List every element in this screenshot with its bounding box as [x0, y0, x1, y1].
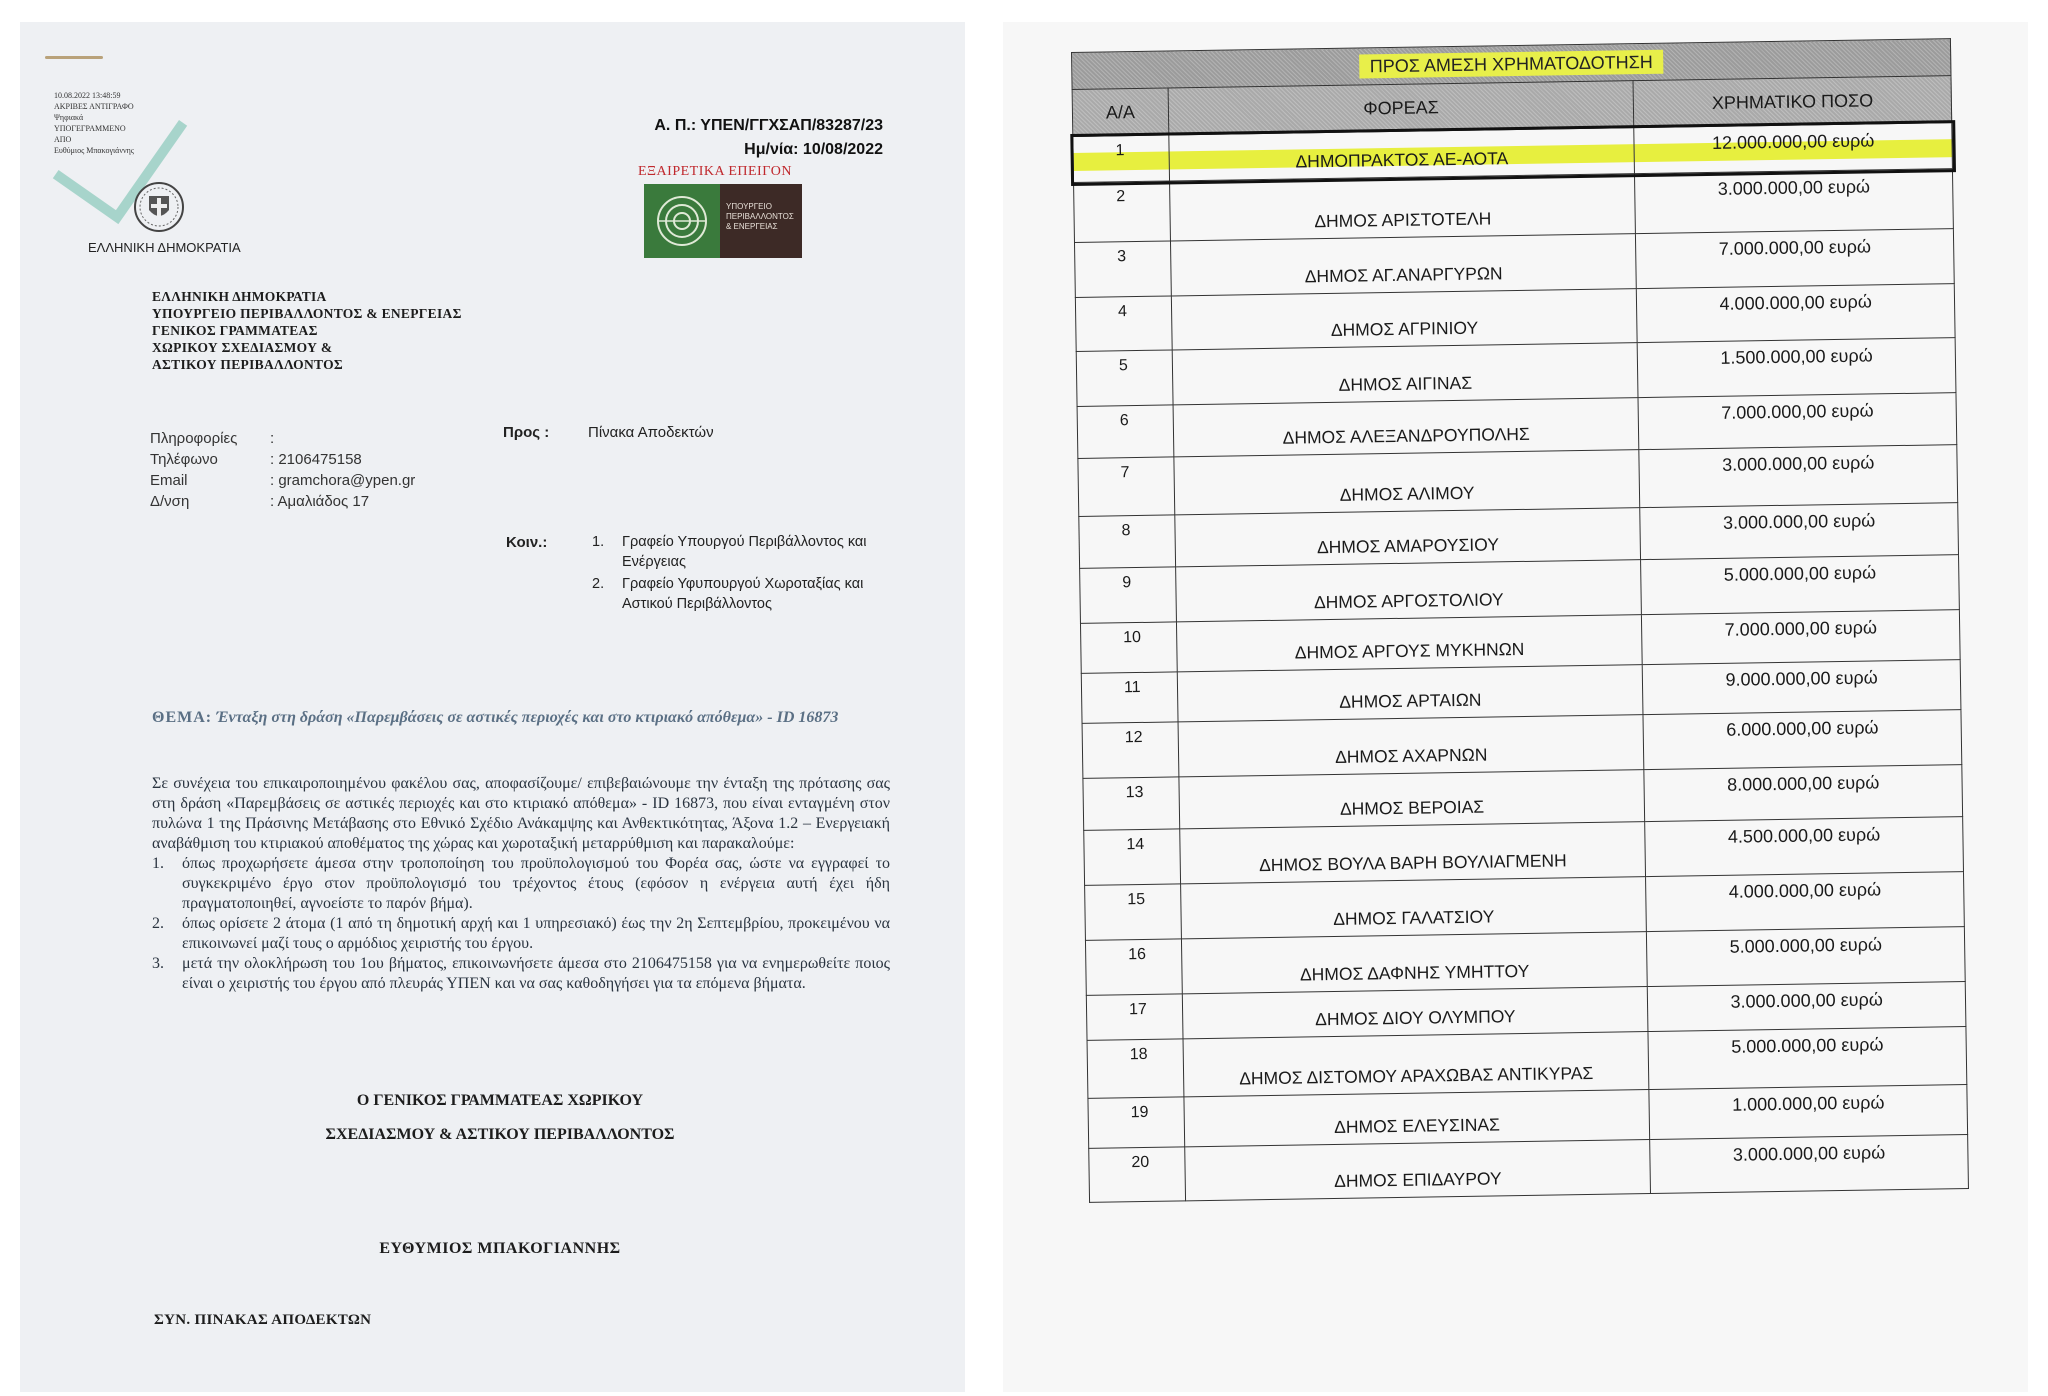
- organization-name: ΔΗΜΟΣ ΑΧΑΡΝΩΝ: [1178, 715, 1644, 777]
- staple: [45, 56, 103, 59]
- row-number: 9: [1080, 567, 1177, 623]
- row-number: 11: [1081, 672, 1178, 724]
- amount: 5.000.000,00 ευρώ: [1647, 927, 1965, 987]
- organization-name: ΔΗΜΟΠΡΑΚΤΟΣ ΑΕ-ΑΟΤΑ: [1169, 128, 1635, 181]
- to-value: Πίνακα Αποδεκτών: [588, 424, 714, 441]
- amount: 5.000.000,00 ευρώ: [1641, 555, 1959, 615]
- organization-name: ΔΗΜΟΣ ΔΙΟΥ ΟΛΥΜΠΟΥ: [1182, 987, 1648, 1039]
- organization-name: ΔΗΜΟΣ ΑΛΙΜΟΥ: [1174, 450, 1640, 515]
- list-item: 3. μετά την ολοκλήρωση του 1ου βήματος, επικοινωνήσετε άμεσα στο 2106475158 για να ενημερωθείτε ποιος είναι ο χειριστής του έργου από πλευράς ΥΠΕΝ και να σας καθοδηγήσει για τα επόμενα βήματα.: [152, 955, 890, 992]
- column-header-poso: ΧΡΗΜΑΤΙΚΟ ΠΟΣΟ: [1633, 76, 1951, 128]
- amount: 3.000.000,00 ευρώ: [1650, 1135, 1968, 1194]
- list-item: 2. Γραφείο Υφυπουργού Χωροταξίας και Αστικού Περιβάλλοντος: [592, 576, 864, 612]
- amount: 3.000.000,00 ευρώ: [1648, 982, 1966, 1032]
- row-number: 14: [1084, 829, 1181, 885]
- document-date: Ημ/νία: 10/08/2022: [744, 141, 883, 158]
- funding-table: [1071, 38, 1969, 1203]
- subject-line: ΘΕΜΑ: Ένταξη στη δράση «Παρεμβάσεις σε αστικές περιοχές και στο κτιριακό απόθεμα» - ID 16873: [152, 709, 839, 726]
- greek-emblem-icon: [132, 180, 186, 234]
- organization-name: ΔΗΜΟΣ ΑΙΓΙΝΑΣ: [1172, 343, 1638, 405]
- row-number: 1: [1073, 135, 1170, 183]
- protocol-number: Α. Π.: ΥΠΕΝ/ΓΓΧΣΑΠ/83287/23: [654, 117, 883, 134]
- address-value: : Αμαλιάδος 17: [270, 493, 370, 510]
- amount: 12.000.000,00 ευρώ: [1634, 123, 1952, 174]
- urgent-label: ΕΞΑΙΡΕΤΙΚΑ ΕΠΕΙΓΟΝ: [638, 164, 793, 179]
- row-number: 6: [1077, 405, 1174, 459]
- enclosure-note: ΣΥΝ. ΠΙΝΑΚΑΣ ΑΠΟΔΕΚΤΩΝ: [154, 1312, 372, 1328]
- row-number: 13: [1083, 777, 1180, 831]
- organization-name: ΔΗΜΟΣ ΑΓΡΙΝΙΟΥ: [1171, 289, 1637, 350]
- organization-name: ΔΗΜΟΣ ΑΓ.ΑΝΑΡΓΥΡΩΝ: [1170, 234, 1636, 296]
- cc-label: Κοιν.:: [506, 534, 548, 551]
- organization-name: ΔΗΜΟΣ ΔΑΦΝΗΣ ΥΜΗΤΤΟΥ: [1181, 932, 1647, 994]
- organization-name: ΔΗΜΟΣ ΕΛΕΥΣΙΝΑΣ: [1184, 1090, 1650, 1147]
- emblem-caption: ΕΛΛΗΝΙΚΗ ΔΗΜΟΚΡΑΤΙΑ: [88, 240, 241, 255]
- to-label: Προς :: [503, 424, 550, 441]
- letter-page: [20, 22, 965, 1392]
- row-number: 15: [1085, 884, 1182, 940]
- organization-name: ΔΗΜΟΣ ΒΟΥΛΑ ΒΑΡΗ ΒΟΥΛΙΑΓΜΕΝΗ: [1180, 822, 1646, 884]
- signatory-name: ΕΥΘΥΜΙΟΣ ΜΠΑΚΟΓΙΑΝΝΗΣ: [379, 1240, 621, 1257]
- spiral-icon: [644, 184, 720, 258]
- cc-list: [592, 532, 882, 616]
- organization-name: ΔΗΜΟΣ ΓΑΛΑΤΣΙΟΥ: [1181, 877, 1647, 939]
- sender-block: ΕΛΛΗΝΙΚΗ ΔΗΜΟΚΡΑΤΙΑ ΥΠΟΥΡΓΕΙΟ ΠΕΡΙΒΑΛΛΟΝΤΟΣ & ΕΝΕΡΓΕΙΑΣ ΓΕΝΙΚΟΣ ΓΡΑΜΜΑΤΕΑΣ ΧΩΡΙΚΟΥ ΣΧΕΔΙΑΣΜΟΥ & ΑΣΤΙΚΟΥ ΠΕΡΙΒΑΛΛΟΝΤΟΣ: [152, 289, 462, 372]
- amount: 4.500.000,00 ευρώ: [1645, 817, 1963, 877]
- organization-name: ΔΗΜΟΣ ΑΛΕΞΑΝΔΡΟΥΠΟΛΗΣ: [1173, 398, 1639, 457]
- amount: 8.000.000,00 ευρώ: [1644, 765, 1962, 822]
- funding-table-page: [1003, 22, 2028, 1392]
- row-number: 20: [1089, 1147, 1186, 1203]
- organization-name: ΔΗΜΟΣ ΔΙΣΤΟΜΟΥ ΑΡΑΧΩΒΑΣ ΑΝΤΙΚΥΡΑΣ: [1183, 1032, 1649, 1097]
- organization-name: ΔΗΜΟΣ ΑΡΓΟΥΣ ΜΥΚΗΝΩΝ: [1176, 615, 1642, 672]
- organization-name: ΔΗΜΟΣ ΑΡΓΟΣΤΟΛΙΟΥ: [1176, 560, 1642, 622]
- amount: 1.500.000,00 ευρώ: [1638, 338, 1956, 398]
- amount: 4.000.000,00 ευρώ: [1637, 284, 1955, 343]
- list-item: 2. όπως ορίσετε 2 άτομα (1 από τη δημοτική αρχή και 1 υπηρεσιακό) έως την 2η Σεπτεμβρίου, προκειμένου να επικοινωνεί μαζί τους ο αρμόδιος χειριστής του έργου.: [152, 915, 890, 952]
- row-number: 7: [1078, 457, 1175, 516]
- amount: 6.000.000,00 ευρώ: [1643, 710, 1961, 770]
- amount: 3.000.000,00 ευρώ: [1639, 445, 1957, 508]
- row-number: 12: [1082, 722, 1179, 778]
- reference-box: [654, 114, 883, 162]
- list-item: 1. Γραφείο Υπουργού Περιβάλλοντος και Ενέργειας: [592, 534, 867, 570]
- letter-body: Σε συνέχεια του επικαιροποιημένου φακέλου σας, αποφασίζουμε/ επιβεβαιώνουμε την ένταξη της πρότασης σας στη δράση «Παρεμβάσεις σε αστικές περιοχές και στο κτιριακό απόθεμα» - ID 16873, που είναι ενταγμένη στον πυλώνα 1 της Πράσινης Μετάβασης στο Εθνικό Σχέδιο Ανάκαμψης και Ανθεκτικότητας, Άξονα 1.2 – Ενεργειακή αναβάθμιση του κτιριακού αποθέματος της χώρας και χωροταξική μεταρρύθμιση και παρακαλούμε: 1. όπως προχωρήσετε άμεσα στην τροποποίηση του προϋπολογισμού του Φορέα σας, ώστε να εγγραφεί το συγκεκριμένο έργο στον προϋπολογισμό του τρέχοντος έτους (εφόσον η ενέργεια αυτή έχει ήδη πραγματοποιηθεί, αγνοείστε το παρόν βήμα). 2. όπως ορίσετε 2 άτομα (1 από τη δημοτική αρχή και 1 υπηρεσιακό) έως την 2η Σεπτεμβρίου, προκειμένου να επικοινωνεί μαζί τους ο αρμόδιος χειριστής του έργου. 3. μετά την ολοκλήρωση του 1ου βήματος, επικοινωνήσετε άμεσα στο 2106475158 για να ενημερωθείτε ποιος είναι ο χειριστής του έργου από πλευράς ΥΠΕΝ και να σας καθοδηγήσει για τα επόμενα βήματα.: [152, 775, 890, 992]
- organization-name: ΔΗΜΟΣ ΑΡΙΣΤΟΤΕΛΗ: [1169, 174, 1635, 241]
- logo-text: ΥΠΟΥΡΓΕΙΟ ΠΕΡΙΒΑΛΛΟΝΤΟΣ & ΕΝΕΡΓΕΙΑΣ: [720, 184, 802, 258]
- digital-signature-stamp: 10.08.2022 13:48:59 ΑΚΡΙΒΕΣ ΑΝΤΙΓΡΑΦΟ Ψηφιακά ΥΠΟΓΕΓΡΑΜΜΕΝΟ ΑΠΟ Ευθύμιος Μπακογιάννης: [54, 91, 134, 155]
- amount: 9.000.000,00 ευρώ: [1643, 660, 1961, 715]
- email-value: : gramchora@ypen.gr: [270, 472, 416, 489]
- ministry-logo: [644, 184, 802, 258]
- row-number: 18: [1087, 1039, 1184, 1098]
- organization-name: ΔΗΜΟΣ ΑΡΤΑΙΩΝ: [1177, 665, 1643, 722]
- table-body: [1073, 123, 1969, 1203]
- amount: 4.000.000,00 ευρώ: [1646, 872, 1964, 932]
- signature-title: Ο ΓΕΝΙΚΟΣ ΓΡΑΜΜΑΤΕΑΣ ΧΩΡΙΚΟΥ ΣΧΕΔΙΑΣΜΟΥ & ΑΣΤΙΚΟΥ ΠΕΡΙΒΑΛΛΟΝΤΟΣ: [325, 1092, 675, 1143]
- funding-table-wrapper: [1071, 38, 1971, 1352]
- amount: 7.000.000,00 ευρώ: [1638, 393, 1956, 450]
- contact-info: Πληροφορίες : Τηλέφωνο : 2106475158 Email : gramchora@ypen.gr Δ/νση : Αμαλιάδος 17: [150, 430, 416, 510]
- row-number: 16: [1085, 939, 1182, 995]
- column-header-aa: Α/Α: [1072, 88, 1169, 137]
- phone-value: : 2106475158: [270, 451, 362, 468]
- column-header-foreas: ΦΟΡΕΑΣ: [1168, 81, 1634, 135]
- organization-name: ΔΗΜΟΣ ΒΕΡΟΙΑΣ: [1179, 770, 1645, 829]
- organization-name: ΔΗΜΟΣ ΕΠΙΔΑΥΡΟΥ: [1185, 1140, 1651, 1201]
- row-number: 19: [1088, 1097, 1185, 1149]
- row-number: 3: [1074, 241, 1171, 297]
- amount: 3.000.000,00 ευρώ: [1635, 169, 1954, 234]
- amount: 7.000.000,00 ευρώ: [1642, 610, 1960, 665]
- row-number: 4: [1075, 296, 1172, 352]
- amount: 5.000.000,00 ευρώ: [1648, 1027, 1966, 1090]
- row-number: 8: [1079, 515, 1176, 569]
- table-title: ΠΡΟΣ ΑΜΕΣΗ ΧΡΗΜΑΤΟΔΟΤΗΣΗ: [1360, 49, 1663, 78]
- row-number: 10: [1080, 622, 1177, 674]
- amount: 1.000.000,00 ευρώ: [1649, 1085, 1967, 1140]
- row-number: 2: [1074, 181, 1171, 242]
- organization-name: ΔΗΜΟΣ ΑΜΑΡΟΥΣΙΟΥ: [1175, 508, 1641, 567]
- amount: 7.000.000,00 ευρώ: [1636, 229, 1954, 289]
- row-number: 17: [1086, 994, 1183, 1041]
- amount: 3.000.000,00 ευρώ: [1640, 503, 1958, 560]
- row-number: 5: [1076, 350, 1173, 406]
- list-item: 1. όπως προχωρήσετε άμεσα στην τροποποίηση του προϋπολογισμού του Φορέα σας, ώστε να εγγραφεί το συγκεκριμένο έργο στον προϋπολογισμό του τρέχοντος έτους (εφόσον η ενέργεια αυτή έχει ήδη πραγματοποιηθεί, αγνοείστε το παρόν βήμα).: [152, 855, 890, 912]
